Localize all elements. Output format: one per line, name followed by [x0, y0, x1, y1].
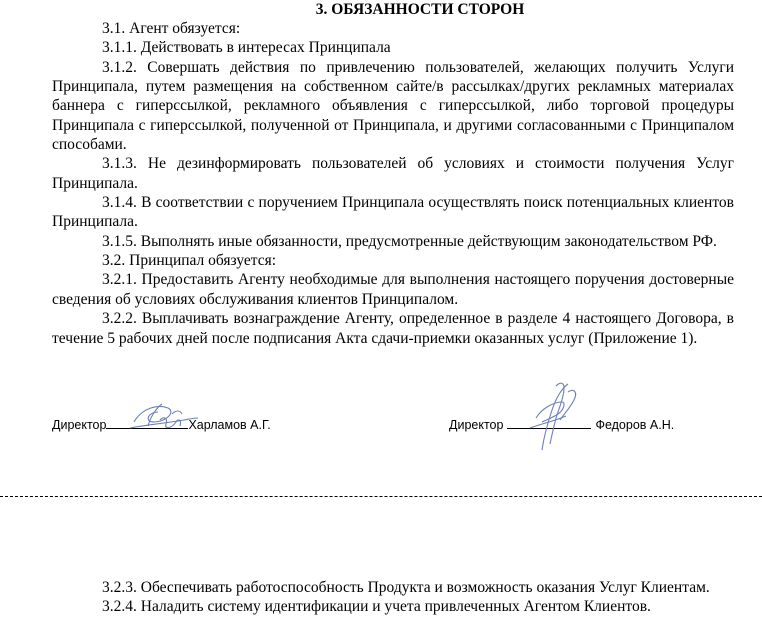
- signature-left-name: Харламов А.Г.: [188, 418, 271, 432]
- page2-body: [52, 578, 734, 617]
- signature-left-role: Директор: [52, 418, 107, 432]
- paragraph-3-1-4: 3.1.4. В соответствии с поручением Принципала осуществлять поиск потенциальных клиентов Принципала.: [52, 194, 734, 231]
- page1-body: [52, 19, 734, 348]
- section-title: 3. ОБЯЗАННОСТИ СТОРОН: [315, 1, 525, 18]
- paragraph-3-1-2: 3.1.2. Совершать действия по привлечению пользователей, желающих получить Услуги Принципала, путем размещения на собственном сайте/в рассылках/других рекламных материалах баннера с гиперссылкой, рекламного объявления с гиперссылкой, либо торговой процедуры Принципала с гиперссылкой, полученной от Принципала, и другими согласованными с Принципалом способами.: [52, 58, 734, 154]
- signature-right-role: Директор: [449, 418, 504, 432]
- signature-right-name: Федоров А.Н.: [595, 418, 675, 432]
- paragraph-3-2-2: 3.2.2. Выплачивать вознаграждение Агенту, определенное в разделе 4 настоящего Договора, в течение 5 рабочих дней после подписания Акта сдачи-приемки оказанных услуг (Приложение 1).: [52, 310, 734, 347]
- paragraph-3-2: 3.2. Принципал обязуется:: [102, 252, 277, 270]
- paragraph-3-2-1: 3.2.1. Предоставить Агенту необходимые для выполнения настоящего поручения достоверные сведения об условиях обслуживания клиентов Принципалом.: [52, 271, 734, 308]
- paragraph-3-2-3: 3.2.3. Обеспечивать работоспособность Продукта и возможность оказания Услуг Клиентам.: [102, 579, 710, 596]
- signature-right-scribble: [516, 378, 586, 454]
- signature-left-scribble: [114, 398, 204, 440]
- paragraph-3-1: 3.1. Агент обязуется:: [102, 20, 241, 37]
- paragraph-3-1-3: 3.1.3. Не дезинформировать пользователей об условиях и стоимости получения Услуг Принципала.: [52, 155, 734, 192]
- paragraph-3-1-1: 3.1.1. Действовать в интересах Принципала: [102, 39, 391, 57]
- paragraph-3-1-5: 3.1.5. Выполнять иные обязанности, предусмотренные действующим законодательством РФ.: [102, 232, 717, 250]
- paragraph-3-2-4: 3.2.4. Наладить систему идентификации и учета привлеченных Агентом Клиентов.: [102, 598, 651, 616]
- page-break-divider: [0, 496, 762, 497]
